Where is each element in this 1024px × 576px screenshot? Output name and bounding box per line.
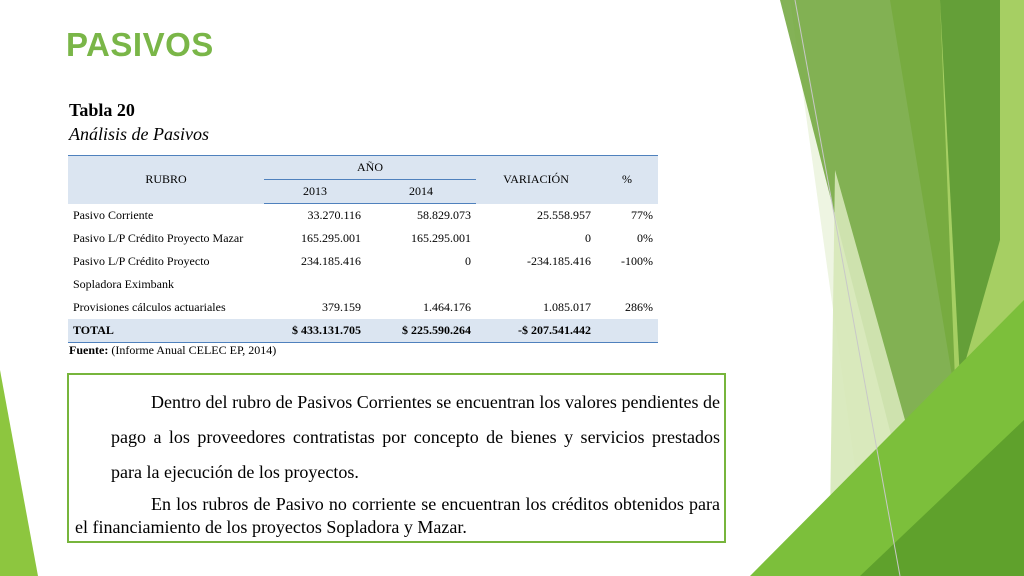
cell-2014: 0 <box>465 254 471 268</box>
left-green-triangle <box>0 370 38 576</box>
cell-2013: 33.270.116 <box>307 208 361 222</box>
table-row <box>68 273 658 296</box>
cell-rubro: Provisiones cálculos actuariales <box>73 300 226 314</box>
explanation-textbox <box>67 373 726 543</box>
cell-rubro: Pasivo L/P Crédito Proyecto Mazar <box>73 231 244 245</box>
table-caption: Análisis de Pasivos <box>69 124 209 144</box>
header-2014: 2014 <box>366 180 476 204</box>
slide-title: PASIVOS <box>66 26 214 63</box>
table-row <box>68 296 658 319</box>
cell-rubro: Pasivo L/P Crédito Proyecto <box>73 254 210 268</box>
cell-2013: 234.185.416 <box>301 254 361 268</box>
table-row <box>68 250 658 273</box>
header-2013: 2013 <box>264 180 366 204</box>
total-2013: $ 433.131.705 <box>264 319 366 343</box>
cell-2013: 379.159 <box>322 300 361 314</box>
header-percent: % <box>596 156 658 204</box>
cell-variacion: 25.558.957 <box>537 207 591 222</box>
table-row <box>68 204 658 228</box>
source-label: Fuente: <box>69 343 109 357</box>
total-label: TOTAL <box>68 319 264 343</box>
source-text: (Informe Anual CELEC EP, 2014) <box>111 343 277 357</box>
cell-rubro: Sopladora Eximbank <box>73 277 174 291</box>
cell-2014: 58.829.073 <box>417 208 471 222</box>
cell-variacion: -234.185.416 <box>527 254 591 268</box>
cell-percent: 286% <box>625 300 653 314</box>
cell-2014: 1.464.176 <box>423 300 471 314</box>
cell-variacion: 1.085.017 <box>543 300 591 314</box>
table-total-row <box>68 319 658 343</box>
header-rubro: RUBRO <box>68 156 264 204</box>
cell-2013 <box>264 273 366 296</box>
paragraph-current-liabilities: Dentro del rubro de Pasivos Corrientes se encuentran los valores pendientes de pago a los proveedores contratistas por concepto de bienes y servicios prestados para la ejecución de los proyectos. <box>111 392 720 482</box>
cell-2013: 165.295.001 <box>301 231 361 245</box>
cell-variacion: 0 <box>585 231 591 245</box>
liabilities-table <box>68 155 658 343</box>
cell-percent: -100% <box>621 254 653 268</box>
cell-percent: 77% <box>631 207 653 222</box>
table-source <box>69 343 276 358</box>
table-row <box>68 227 658 250</box>
header-anio: AÑO <box>264 156 476 180</box>
cell-percent <box>596 273 658 296</box>
cell-variacion <box>476 273 596 296</box>
total-2014: $ 225.590.264 <box>366 319 476 343</box>
cell-2014 <box>366 273 476 296</box>
table-number: Tabla 20 <box>69 100 135 120</box>
total-variacion: -$ 207.541.442 <box>476 319 596 343</box>
cell-2014: 165.295.001 <box>411 231 471 245</box>
total-percent <box>596 319 658 343</box>
cell-percent: 0% <box>637 231 653 245</box>
header-variacion: VARIACIÓN <box>476 156 596 204</box>
paragraph-noncurrent-liabilities: En los rubros de Pasivo no corriente se encuentran los créditos obtenidos para el financiamiento de los proyectos Sopladora y Mazar. <box>75 494 720 537</box>
cell-rubro: Pasivo Corriente <box>73 207 154 222</box>
